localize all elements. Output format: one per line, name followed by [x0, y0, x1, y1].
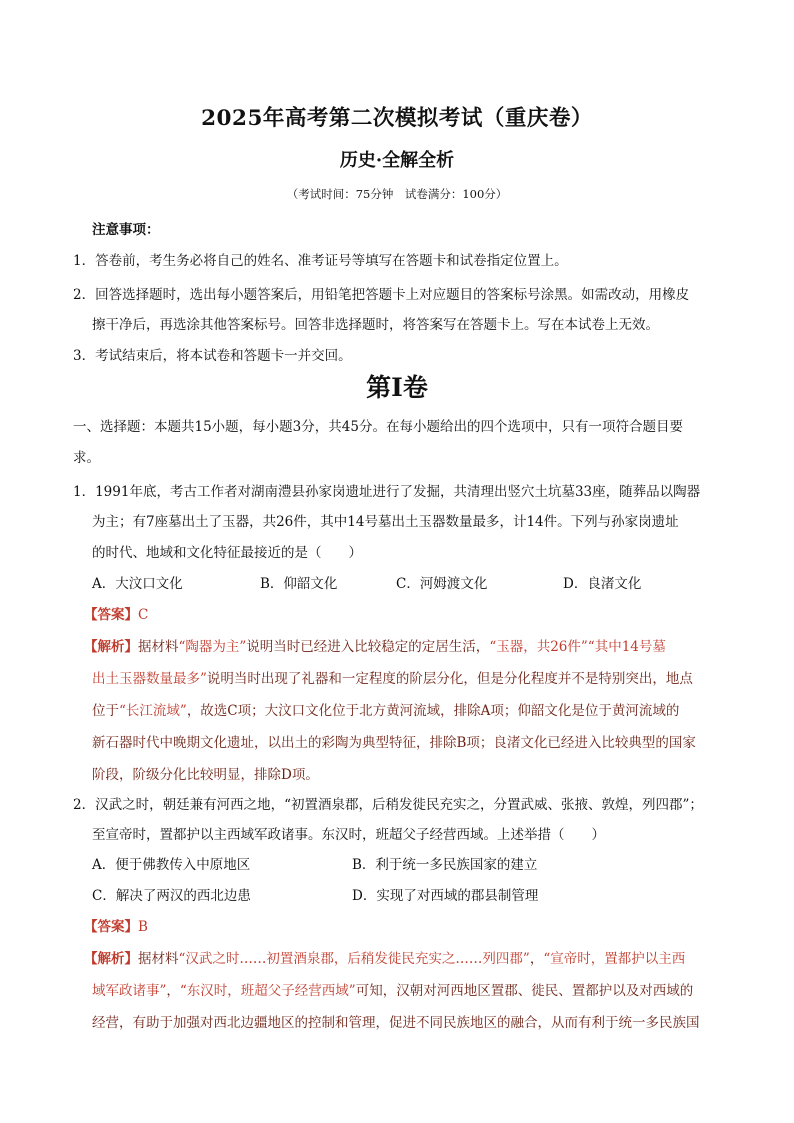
option-c: C．河姆渡文化	[396, 576, 488, 592]
analysis-text: 阶段，阶级分化比较明显，排除D项。	[92, 767, 319, 783]
answer-tag: 【答案】	[84, 607, 138, 623]
option-b: B．仰韶文化	[260, 576, 338, 592]
analysis-text: 新石器时代中晚期文化遗址，以出土的彩陶为典型特征，排除B项；良渚文化已经进入比较典型的国家	[92, 735, 696, 751]
page-subtitle: 历史·全解全析	[339, 150, 455, 171]
analysis-text: 位于	[92, 703, 119, 719]
page-title: 2025年高考第二次模拟考试（重庆卷）	[201, 106, 593, 131]
notice-heading: 注意事项：	[92, 222, 160, 238]
analysis-text: “陶器为主”	[178, 639, 247, 655]
analysis-line	[92, 731, 696, 751]
analysis-text: “长江流域”	[119, 703, 187, 719]
analysis-text: ，	[166, 983, 180, 999]
notice-item: 擦干净后，再选涂其他答案标号。回答非选择题时，将答案写在答题卡上。写在本试卷上无效。	[92, 317, 659, 333]
analysis-line	[92, 763, 319, 783]
analysis-text: 说明当时已经进入比较稳定的定居生活，	[246, 639, 490, 655]
analysis-text: 经营，有助于加强对西北边疆地区的控制和管理，促进不同民族地区的融合，从而有利于统一多民族国	[92, 1015, 700, 1031]
analysis-tag: 【解析】	[84, 951, 138, 967]
analysis-line	[92, 699, 679, 719]
analysis-text: “宣帝时，置都护以主西	[543, 951, 686, 967]
analysis-line	[92, 1011, 700, 1031]
section-instructions: 一、选择题：本题共15小题，每小题3分，共45分。在每小题给出的四个选项中，只有一项符合题目要	[73, 419, 683, 435]
analysis-line	[92, 979, 693, 999]
option-b: B．利于统一多民族国家的建立	[352, 857, 538, 873]
option-d: D．实现了对西域的郡县制管理	[352, 888, 539, 904]
notice-item: 3．考试结束后，将本试卷和答题卡一并交回。	[73, 348, 352, 364]
option-c: C．解决了两汉的西北边患	[92, 888, 251, 904]
analysis-line	[92, 667, 693, 687]
answer-value: C	[138, 607, 149, 623]
answer-line	[84, 915, 148, 935]
question-stem: 至宣帝时，置都护以主西域军政诸事。东汉时，班超父子经营西域。上述举措（ ）	[92, 827, 605, 843]
analysis-text: 据材料	[138, 639, 179, 655]
analysis-line	[84, 635, 666, 655]
answer-line	[84, 603, 148, 623]
analysis-text: 域军政诸事”	[92, 983, 167, 999]
analysis-text: “东汉时，班超父子经营西域”	[179, 983, 356, 999]
option-d: D．良渚文化	[563, 576, 642, 592]
analysis-text: ，	[529, 951, 544, 967]
option-a: A．大汶口文化	[92, 576, 183, 592]
answer-value: B	[138, 919, 148, 935]
analysis-line	[84, 947, 685, 967]
notice-item: 1．答卷前，考生务必将自己的姓名、准考证号等填写在答题卡和试卷指定位置上。	[73, 253, 568, 269]
notice-item: 2．回答选择题时，选出每小题答案后，用铅笔把答题卡上对应题目的答案标号涂黑。如需改动，用橡皮	[73, 287, 690, 303]
analysis-text: “玉器，共26件”“其中14号墓	[489, 639, 666, 655]
answer-tag: 【答案】	[84, 919, 138, 935]
analysis-tag: 【解析】	[84, 639, 138, 655]
analysis-text: 说明当时出现了礼器和一定程度的阶层分化，但是分化程度并不是特别突出，地点	[206, 671, 693, 687]
analysis-text: 可知，汉朝对河西地区置郡、徙民、置都护以及对西域的	[355, 983, 694, 999]
option-a: A．便于佛教传入中原地区	[92, 857, 251, 873]
analysis-text: 据材料	[138, 951, 179, 967]
exam-info: （考试时间：75分钟 试卷满分：100分）	[286, 187, 508, 201]
analysis-text: “汉武之时……初置酒泉郡，后稍发徙民充实之……列四郡”	[178, 951, 530, 967]
question-stem: 1．1991年底，考古工作者对湖南澧县孙家岗遗址进行了发掘，共清理出竖穴土坑墓33座，随葬品以陶器	[73, 484, 701, 500]
question-stem: 的时代、地域和文化特征最接近的是（ ）	[92, 545, 362, 561]
section-instructions: 求。	[73, 450, 100, 466]
analysis-text: 出土玉器数量最多”	[92, 671, 207, 687]
volume-title: 第I卷	[366, 373, 428, 402]
analysis-text: ，故选C项；大汶口文化位于北方黄河流域，排除A项；仰韶文化是位于黄河流域的	[186, 703, 680, 719]
question-stem: 2．汉武之时，朝廷兼有河西之地，“初置酒泉郡，后稍发徙民充实之，分置武威、张掖、敦煌，列四郡”；	[73, 797, 703, 813]
question-stem: 为主；有7座墓出土了玉器，共26件，其中14号墓出土玉器数量最多，计14件。下列与孙家岗遗址	[92, 514, 679, 530]
